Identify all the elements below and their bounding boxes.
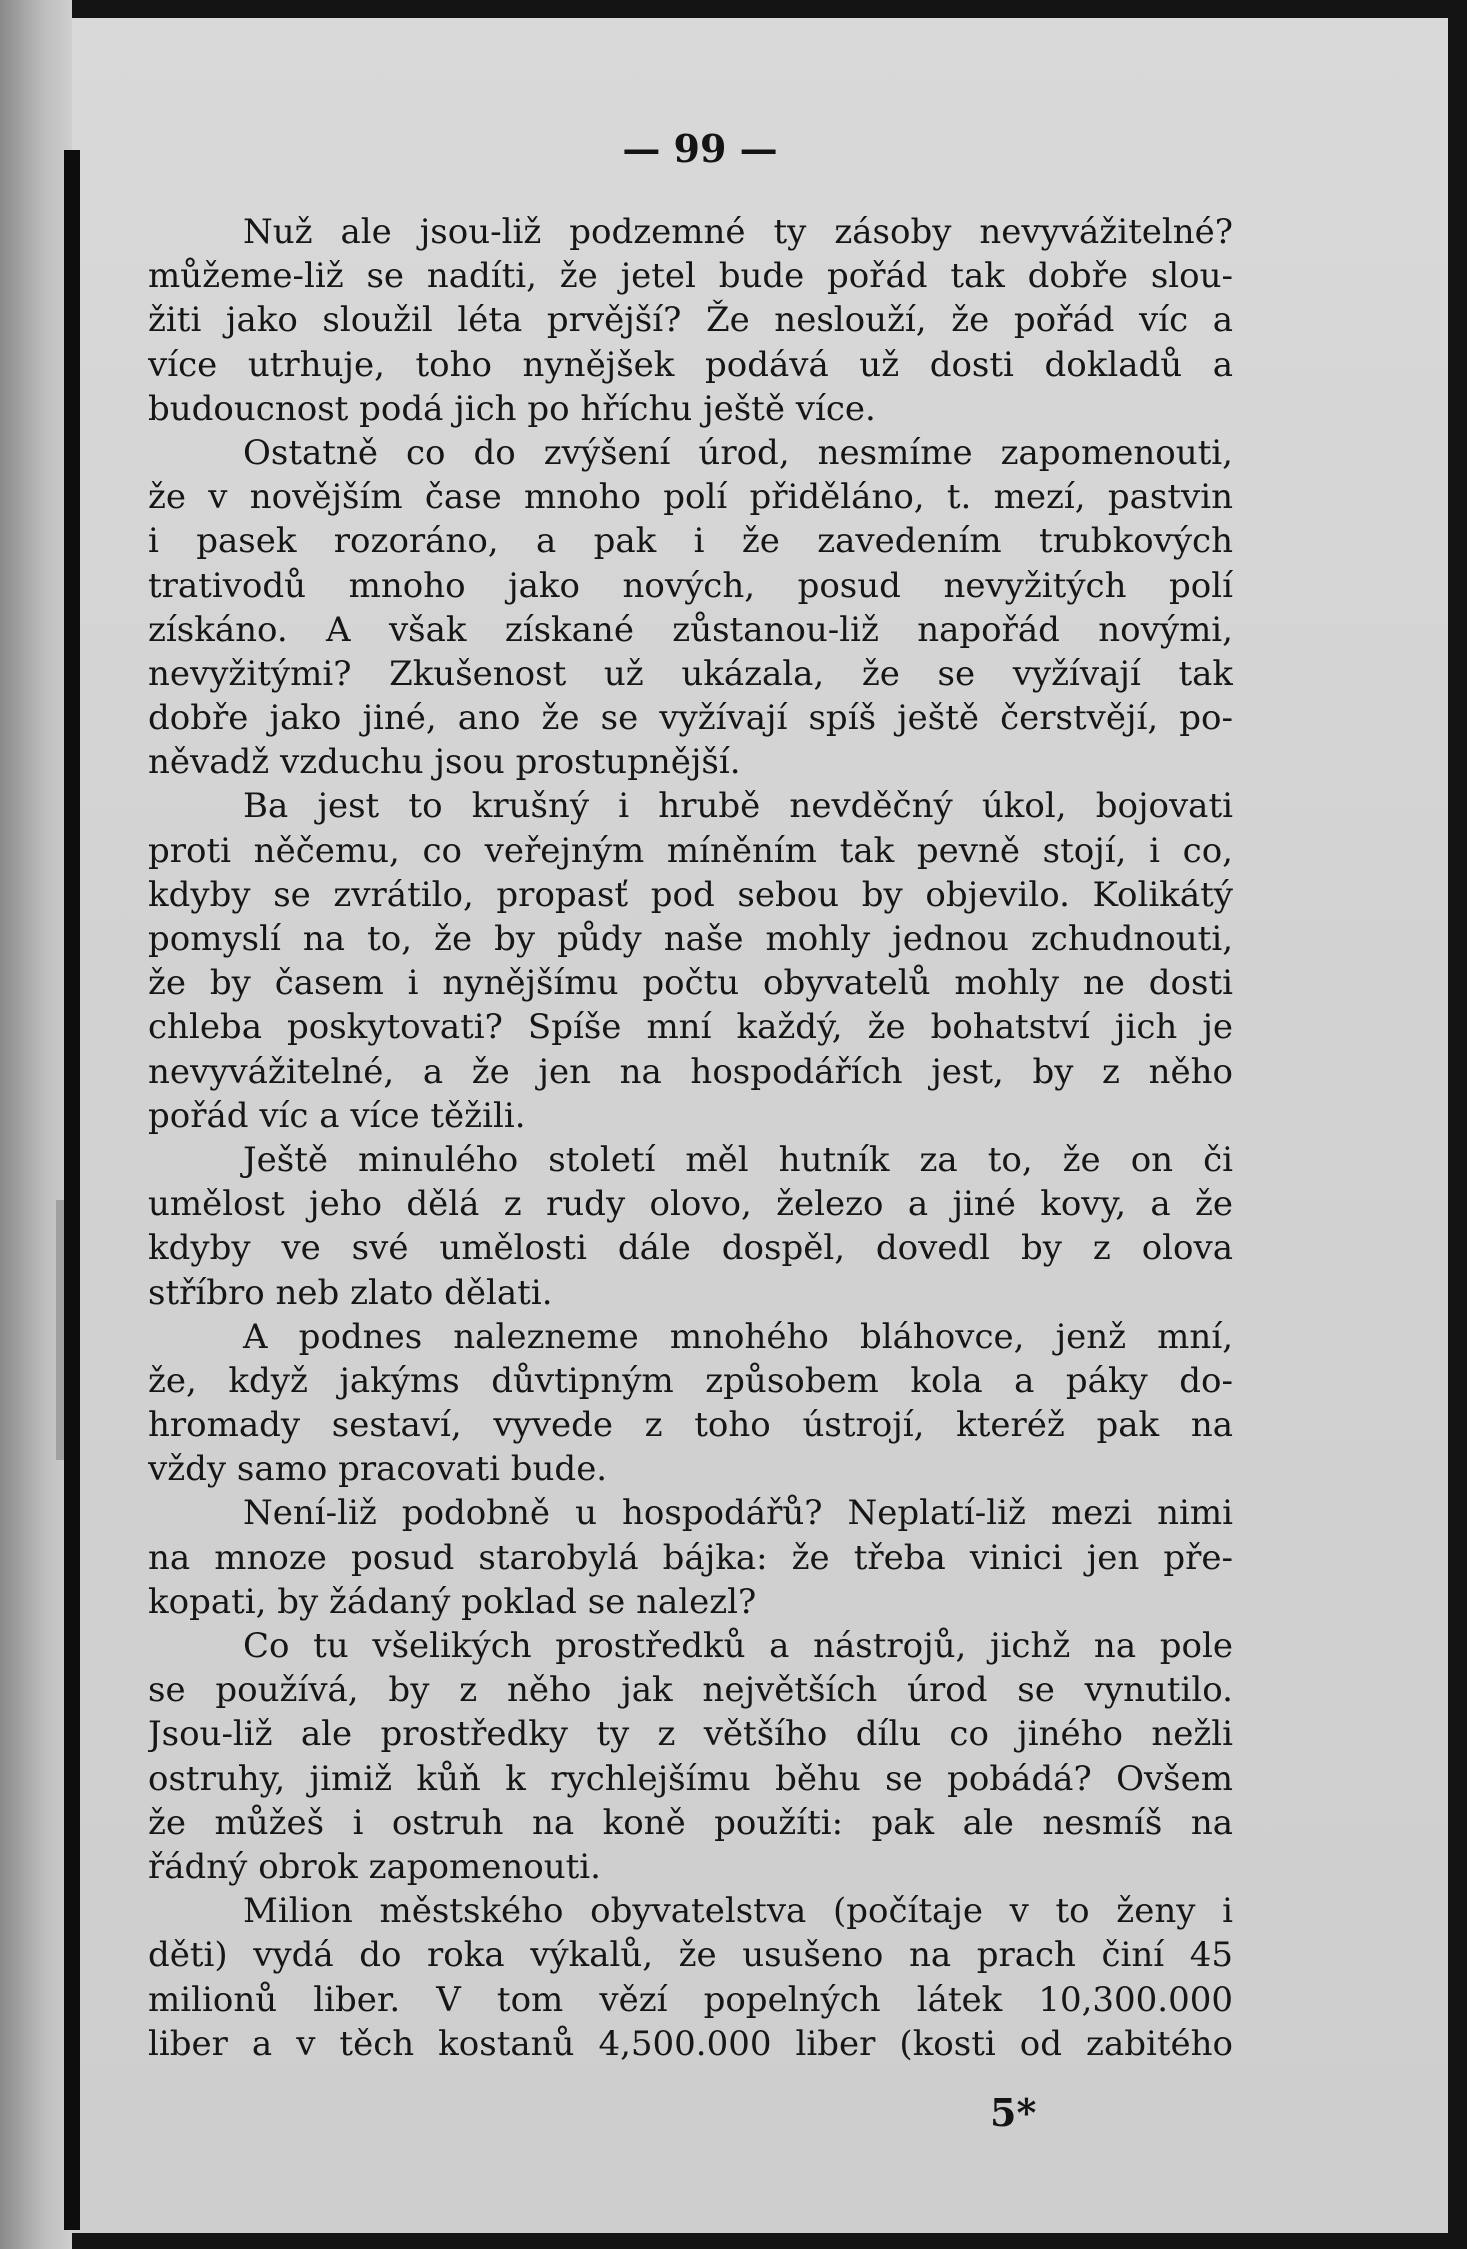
text-line: děti) vydá do roka výkalů, že usušeno na prach činí 45 — [148, 1935, 1233, 1976]
facing-page-edge — [0, 0, 72, 2249]
text-line: více utrhuje, toho nynějšek podává už dosti dokladů a — [148, 344, 1233, 385]
text-line: na mnoze posud starobylá bájka: že třeba vinici jen pře- — [148, 1537, 1233, 1578]
text-line: budoucnost podá jich po hříchu ještě více. — [148, 388, 876, 429]
text-line: trativodů mnoho jako nových, posud nevyžitých polí — [148, 565, 1233, 606]
text-line: Ještě minulého století měl hutník za to, že on či — [243, 1139, 1233, 1180]
text-line: žiti jako sloužil léta prvější? Že neslouží, že pořád víc a — [148, 300, 1233, 341]
text-line: i pasek rozoráno, a pak i že zavedením trubkových — [148, 521, 1233, 562]
text-line: získáno. A však získané zůstanou-liž napořád novými, — [148, 609, 1233, 650]
text-line: ostruhy, jimiž kůň k rychlejšímu běhu se pobádá? Ovšem — [148, 1758, 1233, 1799]
page-number: — 99 — — [622, 126, 778, 171]
text-line: kdyby ve své umělosti dále dospěl, dovedl by z olova — [148, 1228, 1233, 1269]
text-line: Nuž ale jsou-liž podzemné ty zásoby nevyvážitelné? — [243, 212, 1233, 252]
text-line: že můžeš i ostruh na koně použíti: pak ale nesmíš na — [148, 1802, 1233, 1843]
book-spine-shadow — [64, 150, 80, 2230]
text-line: A podnes nalezneme mnohého bláhovce, jenž mní, — [243, 1316, 1233, 1357]
text-line: pořád víc a více těžili. — [148, 1095, 526, 1136]
text-line: že, když jakýms důvtipným způsobem kola a páky do- — [148, 1360, 1233, 1401]
text-line: chleba poskytovati? Spíše mní každý, že bohatství jich je — [148, 1007, 1233, 1048]
text-line: nevyžitými? Zkušenost už ukázala, že se vyžívají tak — [148, 653, 1233, 694]
text-line: pomyslí na to, že by půdy naše mohly jednou zchudnouti, — [148, 919, 1233, 959]
text-line: proti něčemu, co veřejným míněním tak pevně stojí, i co, — [148, 830, 1233, 871]
text-line: Jsou-liž ale prostředky ty z většího dílu co jiného nežli — [148, 1714, 1233, 1755]
body-text — [148, 210, 1233, 2066]
text-line: umělost jeho dělá z rudy olovo, železo a jiné kovy, a že — [148, 1184, 1233, 1225]
text-line: Ba jest to krušný i hrubě nevděčný úkol, bojovati — [243, 786, 1233, 827]
text-line: Není-liž podobně u hospodářů? Neplatí-liž mezi nimi — [243, 1493, 1233, 1534]
text-line: milionů liber. V tom vězí popelných látek 10,300.000 — [148, 1979, 1233, 2020]
text-line: řádný obrok zapomenouti. — [148, 1846, 601, 1887]
text-line: že by časem i nynějšímu počtu obyvatelů mohly ne dosti — [148, 963, 1233, 1004]
signature-mark: 5* — [990, 2090, 1037, 2135]
text-line: Ostatně co do zvýšení úrod, nesmíme zapomenouti, — [243, 432, 1233, 473]
text-line: kopati, by žádaný poklad se nalezl? — [148, 1581, 757, 1622]
text-line: se používá, by z něho jak největších úrod se vynutilo. — [148, 1670, 1233, 1711]
text-line: nevyvážitelné, a že jen na hospodářích jest, by z něho — [148, 1051, 1233, 1092]
text-line: něvadž vzduchu jsou prostupnější. — [148, 742, 741, 783]
text-line: dobře jako jiné, ano že se vyžívají spíš ještě čerstvějí, po- — [148, 698, 1233, 739]
text-line: Co tu všelikých prostředků a nástrojů, jichž na pole — [243, 1626, 1233, 1666]
book-spine-highlight — [56, 1200, 64, 1460]
text-line: stříbro neb zlato dělati. — [148, 1272, 553, 1313]
text-line: můžeme-liž se nadíti, že jetel bude pořád tak dobře slou- — [148, 256, 1233, 297]
text-line: Milion městského obyvatelstva (počítaje v to ženy i — [243, 1891, 1233, 1932]
text-line: vždy samo pracovati bude. — [148, 1449, 608, 1490]
text-line: liber a v těch kostanů 4,500.000 liber (kosti od zabitého — [148, 2023, 1233, 2064]
text-line: že v novějším čase mnoho polí přiděláno, t. mezí, pastvin — [148, 477, 1233, 518]
text-line: kdyby se zvrátilo, propasť pod sebou by objevilo. Kolikátý — [148, 874, 1233, 915]
text-line: hromady sestaví, vyvede z toho ústrojí, kteréž pak na — [148, 1405, 1233, 1446]
